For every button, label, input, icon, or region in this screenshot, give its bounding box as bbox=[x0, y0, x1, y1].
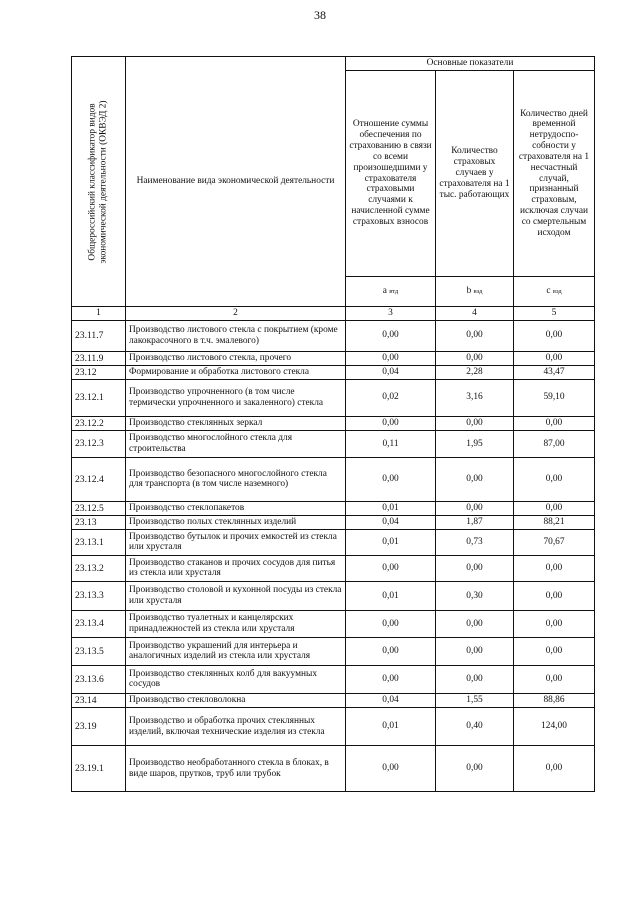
value-c: 0,00 bbox=[514, 351, 595, 365]
table-row bbox=[72, 351, 595, 365]
value-c: 0,00 bbox=[514, 746, 595, 792]
value-b: 0,00 bbox=[436, 637, 514, 665]
okved-header-cell bbox=[72, 57, 126, 307]
table-row bbox=[72, 320, 595, 351]
value-a: 0,00 bbox=[346, 610, 436, 637]
col-b-header: Количество страховых случаев у страхователя на 1 тыс. работающих bbox=[436, 71, 514, 277]
table-row bbox=[72, 637, 595, 665]
table-row bbox=[72, 416, 595, 430]
okved-header: Общероссийский классификатор видов экономической деятельности (ОКВЭД 2) bbox=[87, 99, 109, 264]
value-c: 0,00 bbox=[514, 637, 595, 665]
table-row bbox=[72, 379, 595, 416]
value-b: 0,00 bbox=[436, 457, 514, 501]
table-row bbox=[72, 693, 595, 707]
activity-name: Производство туалетных и канцелярских принадлежностей из стекла или хрусталя bbox=[126, 610, 346, 637]
activity-name: Производство бутылок и прочих емкостей из стекла или хрусталя bbox=[126, 529, 346, 555]
value-b: 0,00 bbox=[436, 746, 514, 792]
okved-code: 23.13.3 bbox=[72, 581, 126, 610]
value-a: 0,00 bbox=[346, 320, 436, 351]
okved-code: 23.12.5 bbox=[72, 501, 126, 515]
page-number: 38 bbox=[314, 8, 326, 22]
activity-name: Производство стекловолокна bbox=[126, 693, 346, 707]
activity-header: Наименование вида экономической деятельности bbox=[126, 57, 346, 307]
column-number: 5 bbox=[514, 307, 595, 321]
table-row bbox=[72, 515, 595, 529]
value-c: 70,67 bbox=[514, 529, 595, 555]
table-row bbox=[72, 665, 595, 693]
value-c: 87,00 bbox=[514, 430, 595, 457]
value-a: 0,00 bbox=[346, 746, 436, 792]
value-c: 0,00 bbox=[514, 457, 595, 501]
value-c: 0,00 bbox=[514, 665, 595, 693]
table-row bbox=[72, 457, 595, 501]
okved-code: 23.12.2 bbox=[72, 416, 126, 430]
value-c: 59,10 bbox=[514, 379, 595, 416]
value-a: 0,01 bbox=[346, 708, 436, 746]
col-b-symbol: b вэд bbox=[436, 277, 514, 307]
column-number: 3 bbox=[346, 307, 436, 321]
table-row bbox=[72, 708, 595, 746]
value-b: 2,28 bbox=[436, 365, 514, 379]
okved-code: 23.12.1 bbox=[72, 379, 126, 416]
okved-code: 23.11.7 bbox=[72, 320, 126, 351]
value-a: 0,04 bbox=[346, 365, 436, 379]
table-row bbox=[72, 365, 595, 379]
table-row bbox=[72, 746, 595, 792]
okved-code: 23.13.1 bbox=[72, 529, 126, 555]
value-b: 1,87 bbox=[436, 515, 514, 529]
activity-name: Производство многослойного стекла для строительства bbox=[126, 430, 346, 457]
value-a: 0,00 bbox=[346, 457, 436, 501]
value-b: 0,40 bbox=[436, 708, 514, 746]
value-b: 0,00 bbox=[436, 320, 514, 351]
okved-code: 23.12.3 bbox=[72, 430, 126, 457]
col-a-symbol: a втд bbox=[346, 277, 436, 307]
value-b: 0,00 bbox=[436, 555, 514, 581]
value-a: 0,00 bbox=[346, 351, 436, 365]
main-indicators-header: Основные показатели bbox=[346, 57, 595, 71]
value-a: 0,01 bbox=[346, 501, 436, 515]
activity-name: Производство листового стекла, прочего bbox=[126, 351, 346, 365]
value-c: 88,86 bbox=[514, 693, 595, 707]
okved-code: 23.19 bbox=[72, 708, 126, 746]
activity-name: Производство листового стекла с покрытием (кроме лакокрасочного в т.ч. эмалевого) bbox=[126, 320, 346, 351]
value-b: 1,95 bbox=[436, 430, 514, 457]
value-a: 0,02 bbox=[346, 379, 436, 416]
value-a: 0,01 bbox=[346, 529, 436, 555]
value-a: 0,04 bbox=[346, 693, 436, 707]
value-c: 0,00 bbox=[514, 416, 595, 430]
activity-name: Производство необработанного стекла в блоках, в виде шаров, прутков, труб или трубок bbox=[126, 746, 346, 792]
table-row bbox=[72, 501, 595, 515]
indicators-table bbox=[71, 56, 595, 792]
value-c: 88,21 bbox=[514, 515, 595, 529]
column-number: 4 bbox=[436, 307, 514, 321]
column-number: 2 bbox=[126, 307, 346, 321]
activity-name: Производство украшений для интерьера и аналогичных изделий из стекла или хрусталя bbox=[126, 637, 346, 665]
value-b: 0,30 bbox=[436, 581, 514, 610]
value-a: 0,00 bbox=[346, 416, 436, 430]
value-b: 0,00 bbox=[436, 665, 514, 693]
okved-code: 23.13 bbox=[72, 515, 126, 529]
value-a: 0,00 bbox=[346, 555, 436, 581]
activity-name: Формирование и обработка листового стекла bbox=[126, 365, 346, 379]
table-row bbox=[72, 581, 595, 610]
value-c: 0,00 bbox=[514, 581, 595, 610]
activity-name: Производство стеклопакетов bbox=[126, 501, 346, 515]
col-c-header: Количество дней временной нетрудоспо-собности у страхователя на 1 несчастный случай, признанный страховым, исключая случаи со смертельным исходом bbox=[514, 71, 595, 277]
value-c: 0,00 bbox=[514, 320, 595, 351]
value-c: 124,00 bbox=[514, 708, 595, 746]
okved-code: 23.13.4 bbox=[72, 610, 126, 637]
okved-code: 23.11.9 bbox=[72, 351, 126, 365]
table-row bbox=[72, 430, 595, 457]
activity-name: Производство стеклянных зеркал bbox=[126, 416, 346, 430]
okved-code: 23.12 bbox=[72, 365, 126, 379]
value-a: 0,01 bbox=[346, 581, 436, 610]
table-row bbox=[72, 610, 595, 637]
value-a: 0,11 bbox=[346, 430, 436, 457]
value-b: 0,00 bbox=[436, 351, 514, 365]
activity-name: Производство стаканов и прочих сосудов для питья из стекла или хрусталя bbox=[126, 555, 346, 581]
value-b: 0,00 bbox=[436, 416, 514, 430]
activity-name: Производство полых стеклянных изделий bbox=[126, 515, 346, 529]
activity-name: Производство безопасного многослойного стекла для транспорта (в том числе наземного) bbox=[126, 457, 346, 501]
activity-name: Производство и обработка прочих стеклянных изделий, включая технические изделия из стекла bbox=[126, 708, 346, 746]
value-c: 0,00 bbox=[514, 501, 595, 515]
value-c: 0,00 bbox=[514, 610, 595, 637]
value-c: 43,47 bbox=[514, 365, 595, 379]
activity-name: Производство упрочненного (в том числе термически упрочненного и закаленного) стекла bbox=[126, 379, 346, 416]
col-a-header: Отношение суммы обеспечения по страхованию в связи со всеми произошедшими у страхователя страховыми случаями к начисленной сумме страховых взносов bbox=[346, 71, 436, 277]
column-number: 1 bbox=[72, 307, 126, 321]
activity-name: Производство столовой и кухонной посуды из стекла или хрусталя bbox=[126, 581, 346, 610]
value-a: 0,00 bbox=[346, 637, 436, 665]
okved-code: 23.14 bbox=[72, 693, 126, 707]
col-c-symbol: c вэд bbox=[514, 277, 595, 307]
value-c: 0,00 bbox=[514, 555, 595, 581]
value-b: 0,00 bbox=[436, 501, 514, 515]
activity-name: Производство стеклянных колб для вакуумных сосудов bbox=[126, 665, 346, 693]
okved-code: 23.13.6 bbox=[72, 665, 126, 693]
okved-code: 23.19.1 bbox=[72, 746, 126, 792]
value-a: 0,04 bbox=[346, 515, 436, 529]
okved-code: 23.13.2 bbox=[72, 555, 126, 581]
value-b: 3,16 bbox=[436, 379, 514, 416]
table-row bbox=[72, 529, 595, 555]
value-b: 0,00 bbox=[436, 610, 514, 637]
value-a: 0,00 bbox=[346, 665, 436, 693]
column-number-row bbox=[72, 307, 595, 321]
value-b: 0,73 bbox=[436, 529, 514, 555]
okved-code: 23.12.4 bbox=[72, 457, 126, 501]
value-b: 1,55 bbox=[436, 693, 514, 707]
table-row bbox=[72, 555, 595, 581]
okved-code: 23.13.5 bbox=[72, 637, 126, 665]
